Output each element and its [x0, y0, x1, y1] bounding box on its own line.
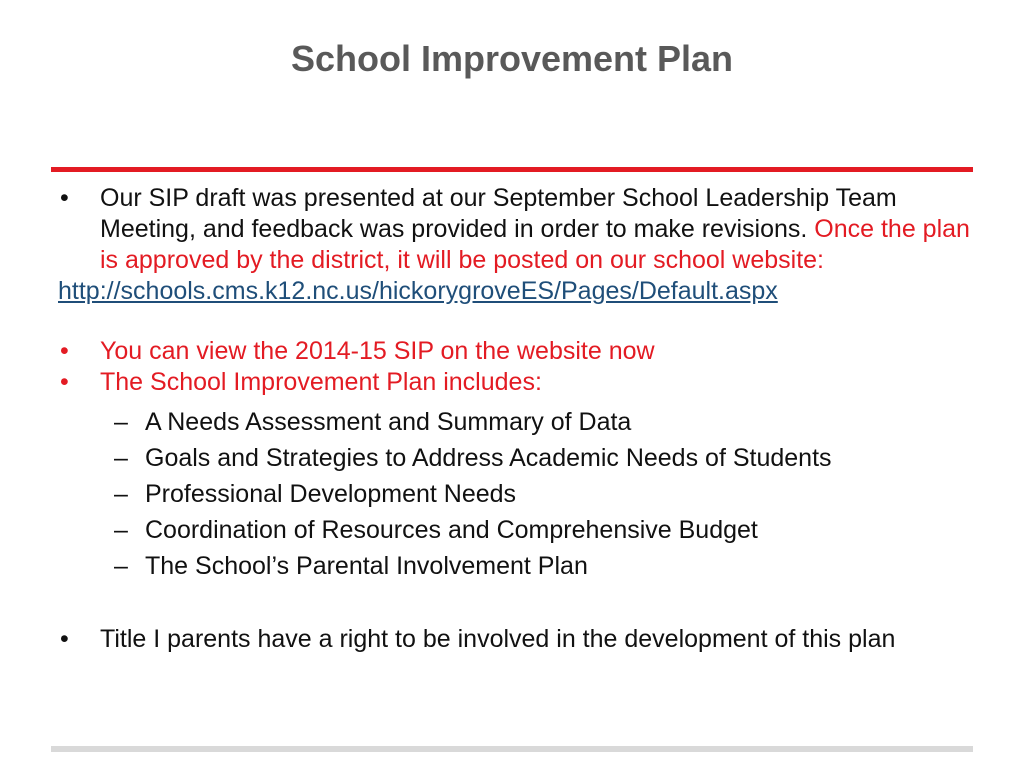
bullet-text-red: Once the plan is approved by the district, it will be posted on our school website:	[100, 215, 970, 274]
sub-item	[58, 512, 978, 548]
sub-item-text: The School’s Parental Involvement Plan	[145, 552, 588, 580]
sub-item-text: Goals and Strategies to Address Academic Needs of Students	[145, 444, 832, 472]
bullet-marker: •	[60, 625, 69, 653]
sub-item	[58, 548, 978, 584]
sub-item	[58, 476, 978, 512]
footer-divider	[51, 746, 973, 752]
sub-item	[58, 440, 978, 476]
bullet-text-black: Our SIP draft was presented at our September School Leadership Team Meeting, and feedback was provided in order to make revisions.	[100, 184, 897, 243]
title-divider	[51, 167, 973, 172]
bullet-text: You can view the 2014-15 SIP on the website now	[100, 337, 655, 365]
bullet-view-sip	[58, 336, 978, 367]
sub-marker: –	[114, 552, 128, 580]
school-website-link[interactable]: http://schools.cms.k12.nc.us/hickorygroveES/Pages/Default.aspx	[58, 277, 778, 305]
sub-marker: –	[114, 408, 128, 436]
bullet-marker: •	[60, 184, 69, 212]
bullet-text: The School Improvement Plan includes:	[100, 368, 542, 396]
slide-content	[58, 183, 978, 655]
sub-marker: –	[114, 516, 128, 544]
sub-item-text: A Needs Assessment and Summary of Data	[145, 408, 632, 436]
sub-marker: –	[114, 444, 128, 472]
bullet-marker: •	[60, 368, 69, 396]
slide-title: School Improvement Plan	[290, 38, 734, 79]
bullet-plan-includes	[58, 367, 978, 398]
sub-item	[58, 404, 978, 440]
bullet-marker: •	[60, 337, 69, 365]
bullet-title-one-parents	[58, 624, 978, 655]
sub-item-text: Professional Development Needs	[145, 480, 517, 508]
sub-marker: –	[114, 480, 128, 508]
bullet-text: Title I parents have a right to be involved in the development of this plan	[100, 625, 896, 653]
sub-item-text: Coordination of Resources and Comprehensive Budget	[145, 516, 758, 544]
bullet-sip-draft	[58, 183, 978, 276]
